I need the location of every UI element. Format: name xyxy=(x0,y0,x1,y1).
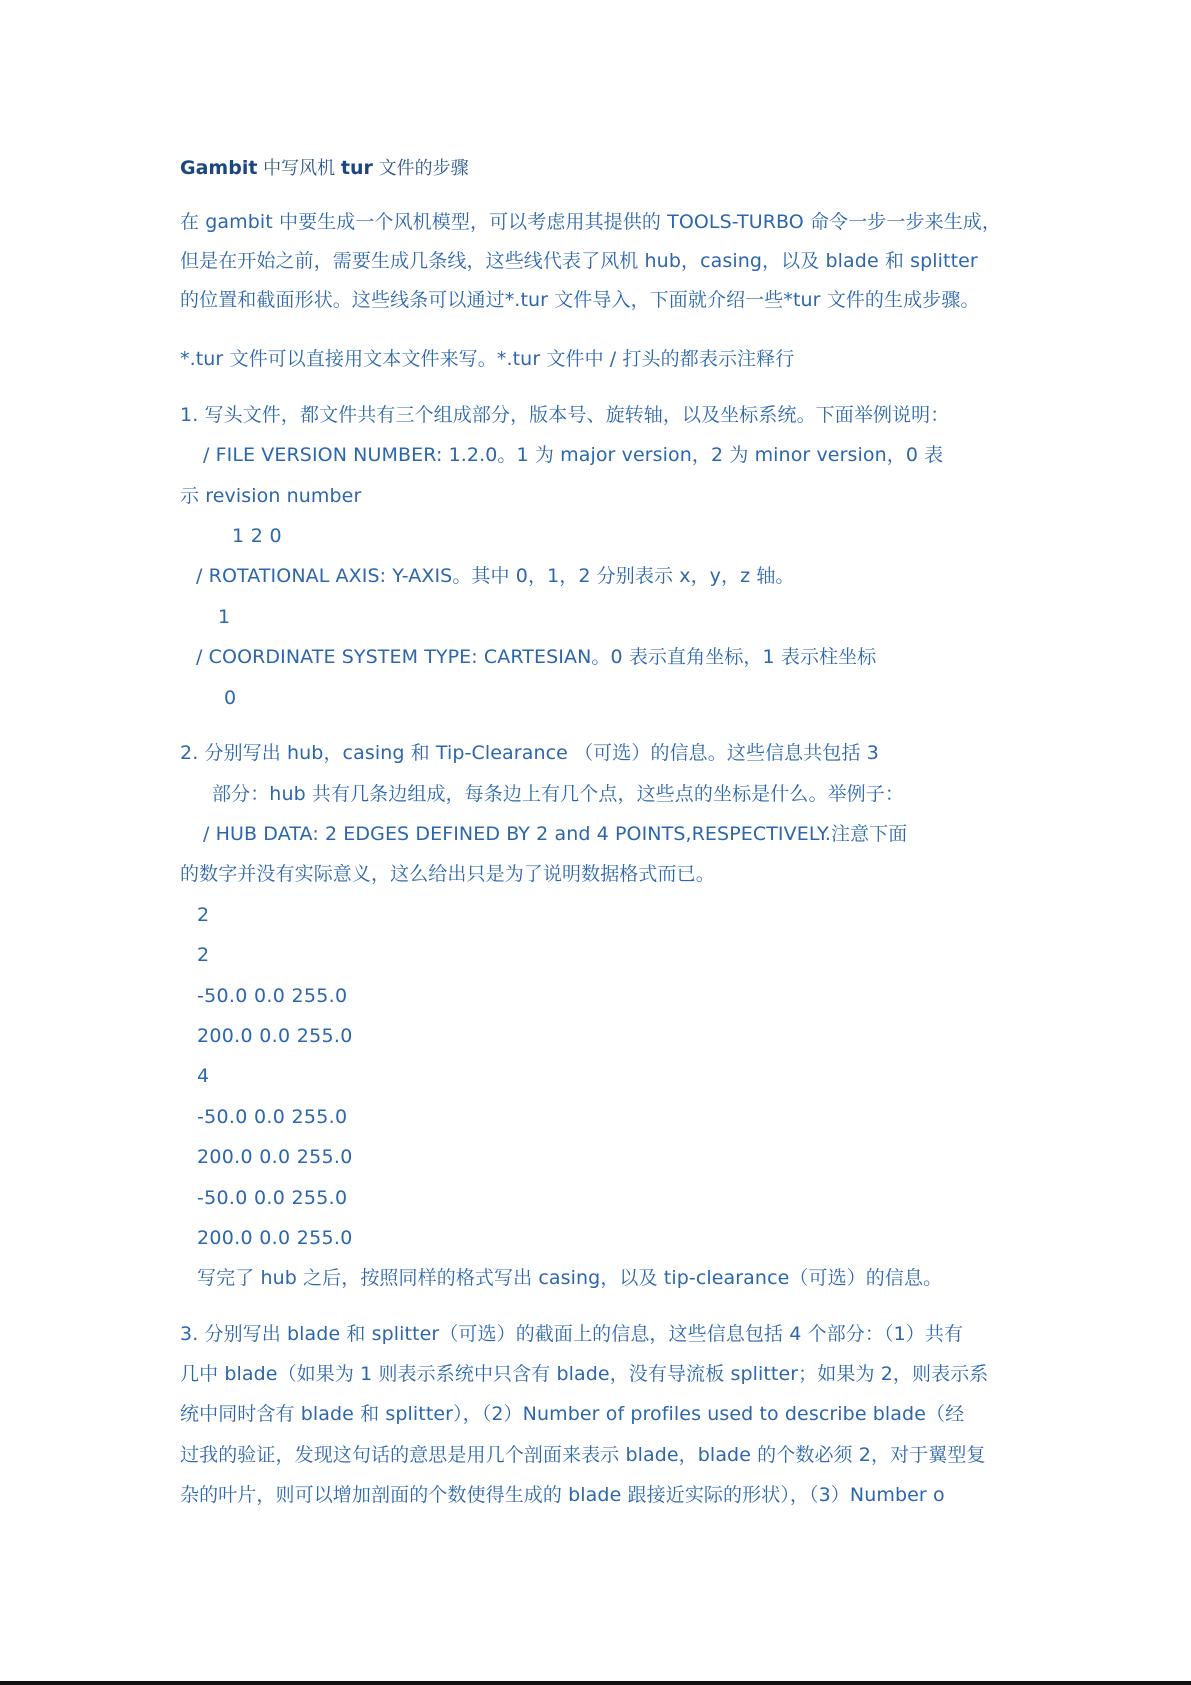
intro-line-3: 的位置和截面形状。这些线条可以通过*.tur 文件导入，下面就介绍一些*tur 文件的生成步骤。 xyxy=(180,289,980,311)
hub-data-line: -50.0 0.0 255.0 xyxy=(197,1187,348,1209)
step1-coord-comment: / COORDINATE SYSTEM TYPE: CARTESIAN。0 表示直角坐标，1 表示柱坐标 xyxy=(196,646,877,668)
step2-hub-comment: / HUB DATA: 2 EDGES DEFINED BY 2 and 4 POINTS,RESPECTIVELY.注意下面 xyxy=(203,823,908,845)
step2-heading: 2. 分别写出 hub，casing 和 Tip-Clearance （可选）的信息。这些信息共包括 3 xyxy=(180,742,879,764)
step3-line-5: 杂的叶片，则可以增加剖面的个数使得生成的 blade 跟接近实际的形状），（3）Number o xyxy=(180,1484,945,1506)
hub-data-line: 200.0 0.0 255.0 xyxy=(197,1025,353,1047)
step1-axis-comment: / ROTATIONAL AXIS: Y-AXIS。其中 0，1，2 分别表示 x，y，z 轴。 xyxy=(196,565,795,587)
step2-hub-comment-cont: 的数字并没有实际意义，这么给出只是为了说明数据格式而已。 xyxy=(180,863,715,885)
step3-line-3: 统中同时含有 blade 和 splitter），（2）Number of profiles used to describe blade（经 xyxy=(180,1403,965,1425)
hub-data-line: -50.0 0.0 255.0 xyxy=(197,1106,348,1128)
step1-heading: 1. 写头文件，都文件共有三个组成部分，版本号、旋转轴，以及坐标系统。下面举例说明： xyxy=(180,404,950,426)
hub-data-line: 2 xyxy=(197,944,210,966)
document-title xyxy=(180,155,469,182)
step3-line-2: 几中 blade（如果为 1 则表示系统中只含有 blade，没有导流板 splitter；如果为 2，则表示系 xyxy=(180,1363,989,1385)
hub-data-line: 2 xyxy=(197,904,210,926)
step1-version-comment: / FILE VERSION NUMBER: 1.2.0。1 为 major version，2 为 minor version，0 表 xyxy=(203,444,944,466)
step3-line-1: 3. 分别写出 blade 和 splitter（可选）的截面上的信息，这些信息包括 4 个部分：（1）共有 xyxy=(180,1323,964,1345)
step1-coord-value: 0 xyxy=(224,687,237,709)
step2-closing: 写完了 hub 之后，按照同样的格式写出 casing，以及 tip-clearance（可选）的信息。 xyxy=(197,1267,943,1289)
page-bottom-border xyxy=(0,1681,1191,1685)
step3-line-4: 过我的验证，发现这句话的意思是用几个剖面来表示 blade，blade 的个数必须 2，对于翼型复 xyxy=(180,1444,986,1466)
intro-line-1: 在 gambit 中要生成一个风机模型，可以考虑用其提供的 TOOLS-TURBO 命令一步一步来生成， xyxy=(180,211,1002,233)
step1-version-comment-cont: 示 revision number xyxy=(180,485,362,507)
title-tur: tur xyxy=(340,157,373,179)
hub-data-line: 200.0 0.0 255.0 xyxy=(197,1227,353,1249)
hub-data-line: -50.0 0.0 255.0 xyxy=(197,985,348,1007)
title-cjk-2: 文件的步骤 xyxy=(372,158,469,179)
comment-note: *.tur 文件可以直接用文本文件来写。*.tur 文件中 / 打头的都表示注释行 xyxy=(180,348,795,370)
title-cjk-1: 中写风机 xyxy=(257,158,341,179)
intro-line-2: 但是在开始之前，需要生成几条线，这些线代表了风机 hub，casing，以及 blade 和 splitter xyxy=(180,250,978,272)
title-gambit: Gambit xyxy=(180,157,258,179)
step1-axis-value: 1 xyxy=(218,606,231,628)
hub-data-line: 200.0 0.0 255.0 xyxy=(197,1146,353,1168)
step1-version-value: 1 2 0 xyxy=(232,525,282,547)
hub-data-line: 4 xyxy=(197,1065,210,1087)
step2-heading-cont: 部分：hub 共有几条边组成，每条边上有几个点，这些点的坐标是什么。举例子： xyxy=(212,783,904,805)
